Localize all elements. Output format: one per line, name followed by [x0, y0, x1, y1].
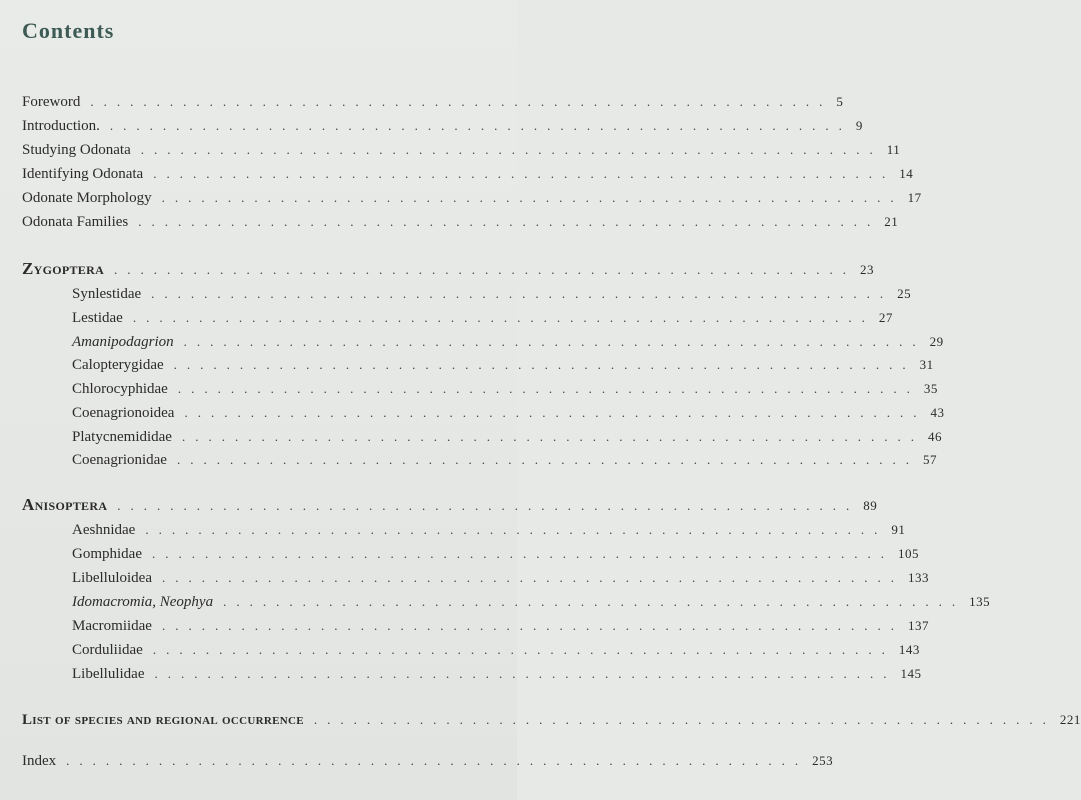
leader-dots: ........................................................ — [181, 429, 924, 444]
toc-entry-label: Amanipodagrion — [72, 334, 174, 350]
toc-entry-label: Introduction. — [22, 118, 100, 134]
toc-entry-aeshnidae[interactable] — [72, 519, 906, 541]
toc-page-number: 91 — [891, 522, 906, 537]
toc-entry-label: Platycnemididae — [72, 429, 172, 445]
leader-dots: ........................................................ — [152, 642, 895, 657]
toc-page-number: 35 — [923, 381, 938, 396]
leader-dots: ........................................................ — [153, 166, 896, 181]
toc-entry-label: Calopterygidae — [72, 357, 164, 373]
toc-entry-calopterygidae[interactable] — [72, 354, 934, 376]
toc-entry-label: Odonata Families — [22, 214, 129, 230]
leader-dots: ........................................................ — [114, 262, 857, 277]
toc-page-number: 105 — [897, 546, 919, 561]
toc-page-number: 14 — [899, 166, 914, 181]
toc-entry-label: Odonate Morphology — [22, 190, 152, 206]
leader-dots: ........................................................ — [90, 94, 833, 109]
leader-dots: ........................................................ — [151, 286, 894, 301]
toc-entry-foreword[interactable] — [22, 91, 844, 113]
toc-entry-gomphidae[interactable] — [72, 543, 919, 565]
toc-entry-label: Libellulidae — [72, 666, 145, 682]
leader-dots: ........................................................ — [313, 712, 1056, 727]
leader-dots: ........................................................ — [154, 666, 897, 681]
toc-page-number: 23 — [860, 262, 875, 277]
toc-section-anisoptera[interactable] — [22, 494, 878, 516]
leader-dots: ........................................................ — [173, 357, 916, 372]
leader-dots: ........................................................ — [161, 618, 904, 633]
toc-section-zygoptera[interactable] — [22, 258, 875, 280]
toc-section-label: List of species and regional occurrence — [22, 712, 304, 728]
toc-entry-libellulidae[interactable] — [72, 663, 922, 685]
toc-page-number: 9 — [855, 118, 863, 133]
toc-entry-label: Index — [22, 753, 57, 769]
toc-page-number: 89 — [863, 498, 878, 513]
toc-entry-corduliidae[interactable] — [72, 639, 920, 661]
toc-section-label: Anisoptera — [22, 495, 108, 514]
leader-dots: ........................................................ — [151, 546, 894, 561]
toc-section-label: Zygoptera — [22, 259, 105, 278]
toc-entry-label: Lestidae — [72, 310, 123, 326]
toc-entry-label: Gomphidae — [72, 546, 142, 562]
toc-page-number: 21 — [884, 214, 899, 229]
toc-entry-studying-odonata[interactable] — [22, 139, 901, 161]
toc-entry-label: Identifying Odonata — [22, 166, 144, 182]
toc-entry-label: Aeshnidae — [72, 522, 136, 538]
toc-entry-coenagrionidae[interactable] — [72, 449, 937, 471]
toc-entry-idomacromia-neophya[interactable] — [72, 591, 991, 613]
toc-entry-amanipodagrion[interactable] — [72, 331, 944, 353]
toc-page-number: 221 — [1059, 712, 1081, 727]
toc-entry-label: Coenagrionoidea — [72, 405, 175, 421]
toc-page-number: 17 — [907, 190, 922, 205]
toc-entry-odonate-morphology[interactable] — [22, 187, 922, 209]
leader-dots: ........................................................ — [161, 570, 904, 585]
toc-entry-libelluloidea[interactable] — [72, 567, 929, 589]
page-title: Contents — [22, 18, 115, 43]
leader-dots: ........................................................ — [161, 190, 904, 205]
leader-dots: ........................................................ — [140, 142, 883, 157]
toc-page-number: 11 — [886, 142, 901, 157]
toc-entry-coenagrionoidea[interactable] — [72, 402, 945, 424]
toc-entry-label: Idomacromia, Neophya — [72, 594, 214, 610]
toc-entry-synlestidae[interactable] — [72, 283, 912, 305]
toc-entry-label: Libelluloidea — [72, 570, 152, 586]
toc-page-number: 29 — [929, 334, 944, 349]
toc-entry-platycnemididae[interactable] — [72, 426, 942, 448]
toc-page-number: 135 — [969, 594, 991, 609]
toc-entry-label: Coenagrionidae — [72, 452, 167, 468]
leader-dots: ........................................................ — [176, 452, 919, 467]
leader-dots: ........................................................ — [138, 214, 881, 229]
toc-entry-lestidae[interactable] — [72, 307, 893, 329]
toc-entry-label: Chlorocyphidae — [72, 381, 168, 397]
toc-section-species-list[interactable] — [22, 709, 1081, 731]
toc-page-number: 25 — [897, 286, 912, 301]
leader-dots: ........................................................ — [117, 498, 860, 513]
toc-page-number: 5 — [836, 94, 844, 109]
leader-dots: ........................................................ — [109, 118, 852, 133]
toc-entry-label: Studying Odonata — [22, 142, 131, 158]
toc-entry-label: Synlestidae — [72, 286, 142, 302]
toc-page-number: 137 — [907, 618, 929, 633]
toc-entry-macromiidae[interactable] — [72, 615, 929, 637]
toc-entry-introduction[interactable] — [22, 115, 863, 137]
toc-page-number: 46 — [927, 429, 942, 444]
toc-page-number: 145 — [900, 666, 922, 681]
toc-entry-chlorocyphidae[interactable] — [72, 378, 938, 400]
leader-dots: ........................................................ — [132, 310, 875, 325]
toc-entry-label: Corduliidae — [72, 642, 143, 658]
toc-page-number: 253 — [812, 753, 834, 768]
toc-entry-label: Foreword — [22, 94, 81, 110]
toc-entry-index[interactable] — [22, 750, 834, 772]
leader-dots: ........................................................ — [183, 334, 926, 349]
leader-dots: ........................................................ — [145, 522, 888, 537]
toc-entry-identifying-odonata[interactable] — [22, 163, 914, 185]
toc-page-number: 31 — [919, 357, 934, 372]
leader-dots: ........................................................ — [223, 594, 966, 609]
toc-page-number: 43 — [930, 405, 945, 420]
toc-entry-odonata-families[interactable] — [22, 211, 899, 233]
toc-page-number: 27 — [878, 310, 893, 325]
toc-page-number: 133 — [907, 570, 929, 585]
leader-dots: ........................................................ — [66, 753, 809, 768]
toc-page-number: 57 — [922, 452, 937, 467]
leader-dots: ........................................................ — [177, 381, 920, 396]
leader-dots: ........................................................ — [184, 405, 927, 420]
toc-entry-label: Macromiidae — [72, 618, 152, 634]
toc-page-number: 143 — [898, 642, 920, 657]
